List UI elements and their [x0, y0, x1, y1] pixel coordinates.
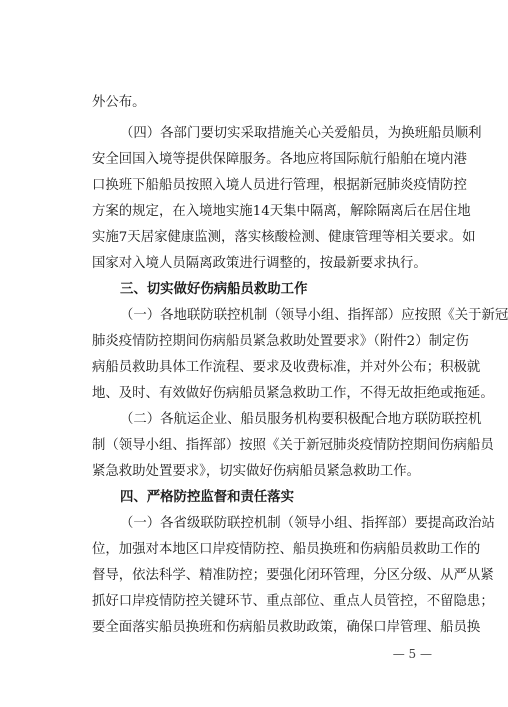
paragraph-line: 位，加强对本地区口岸疫情防控、船员换班和伤病船员救助工作的 — [92, 542, 481, 557]
paragraph-line: 要全面落实船员换班和伤病船员救助政策，确保口岸管理、船员换 — [92, 620, 481, 635]
paragraph-line: 口换班下船船员按照入境人员进行管理，根据新冠肺炎疫情防控 — [92, 178, 467, 193]
paragraph-line: 国家对入境人员隔离政策进行调整的，按最新要求执行。 — [92, 256, 427, 271]
paragraph-line: 实施7天居家健康监测，落实核酸检测、健康管理等相关要求。如 — [92, 230, 476, 245]
paragraph-line: 安全回国入境等提供保障服务。各地应将国际航行船舶在境内港 — [92, 152, 467, 167]
paragraph-line: 肺炎疫情防控期间伤病船员紧急救助处置要求》（附件2）制定伤 — [92, 334, 469, 349]
paragraph-line: （四）各部门要切实采取措施关心关爱船员，为换班船员顺利 — [120, 126, 482, 141]
paragraph-line: 病船员救助具体工作流程、要求及收费标准，并对外公布；积极就 — [92, 360, 481, 375]
section-heading: 三、切实做好伤病船员救助工作 — [120, 282, 308, 297]
paragraph-line: 紧急救助处置要求》，切实做好伤病船员紧急救助工作。 — [92, 464, 421, 479]
section-heading: 四、严格防控监督和责任落实 — [120, 490, 295, 505]
paragraph-line: （一）各地联防联控机制（领导小组、指挥部）应按照《关于新冠 — [120, 308, 508, 323]
paragraph-line: 抓好口岸疫情防控关键环节、重点部位、重点人员管控，不留隐患； — [92, 594, 494, 609]
paragraph-line: 制（领导小组、指挥部）按照《关于新冠肺炎疫情防控期间伤病船员 — [92, 438, 494, 453]
paragraph-line: 方案的规定，在入境地实施14天集中隔离，解除隔离后在居住地 — [92, 204, 471, 219]
paragraph-line: 督导，依法科学、精准防控；要强化闭环管理，分区分级、从严从紧 — [92, 568, 494, 583]
paragraph-line: （一）各省级联防联控机制（领导小组、指挥部）要提高政治站 — [120, 516, 495, 531]
page-number: — 5 — — [392, 647, 432, 661]
paragraph-line: 地、及时、有效做好伤病船员紧急救助工作，不得无故拒绝或拖延。 — [92, 386, 494, 401]
paragraph-line: 外公布。 — [92, 95, 146, 110]
paragraph-line: （二）各航运企业、船员服务机构要积极配合地方联防联控机 — [120, 412, 482, 427]
